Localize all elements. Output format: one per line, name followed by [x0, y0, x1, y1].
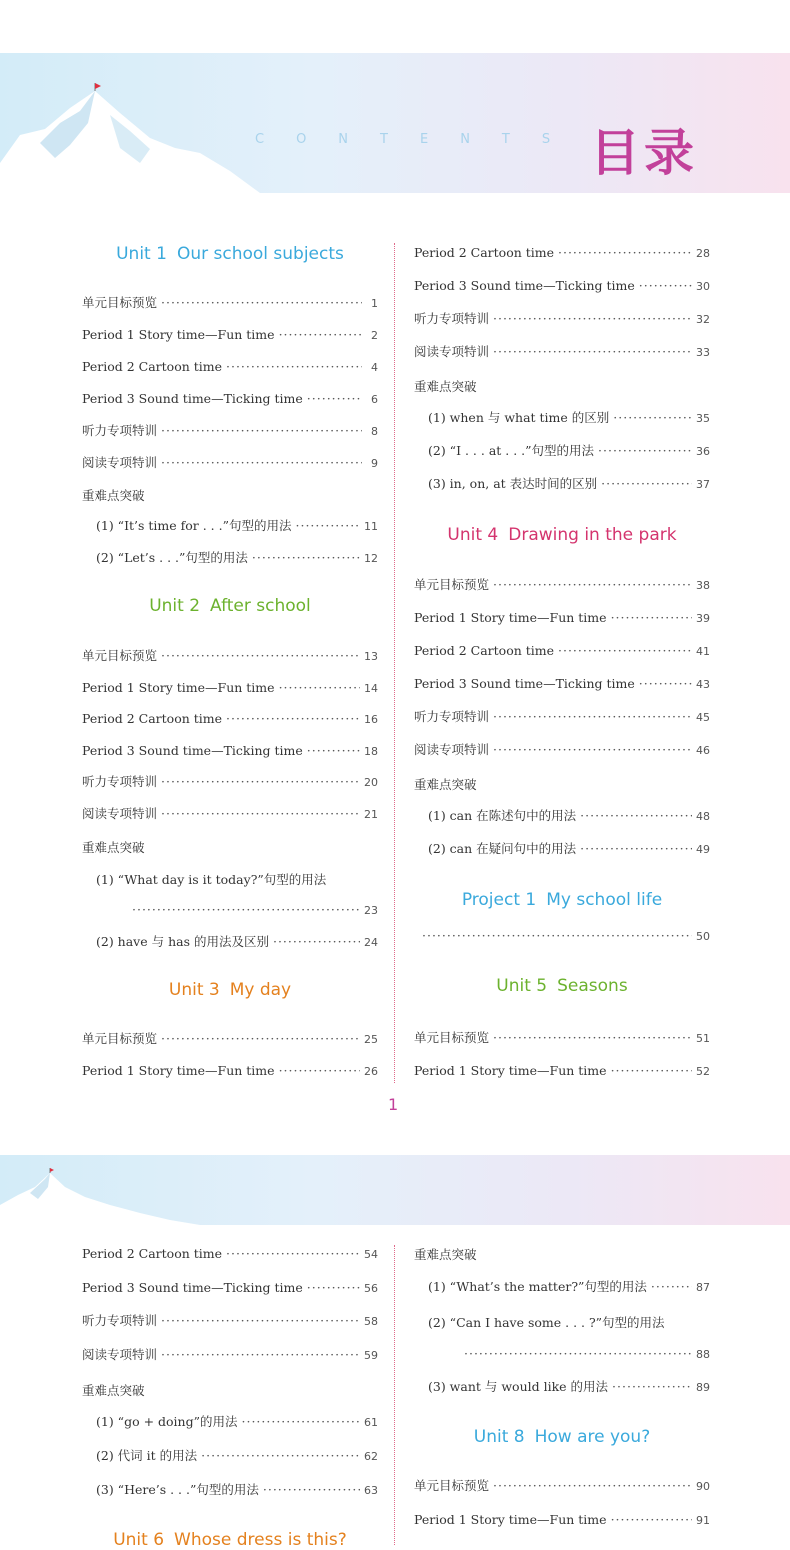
toc-entry[interactable]	[428, 476, 710, 493]
entry-title: 听力专项特训	[82, 774, 158, 789]
page-number: 39	[696, 612, 710, 625]
toc-entry[interactable]	[414, 245, 710, 262]
flag-icon	[50, 1168, 54, 1172]
page-number: 49	[696, 843, 710, 856]
page-number: 52	[696, 1065, 710, 1078]
unit-label: Unit 2	[149, 596, 201, 616]
toc-entry[interactable]	[82, 680, 378, 697]
page-number: 63	[364, 1484, 378, 1497]
toc-entry[interactable]	[460, 1346, 710, 1363]
entry-title: (3) in, on, at 表达时间的区别	[428, 476, 598, 491]
toc-entry[interactable]	[414, 1063, 710, 1080]
toc-entry[interactable]	[428, 1279, 710, 1296]
page-number: 14	[364, 681, 378, 695]
unit-label: Project 1	[461, 890, 537, 910]
header-banner-2	[0, 1155, 790, 1225]
page-number: 9	[371, 457, 378, 470]
toc-entry[interactable]	[96, 1414, 378, 1431]
entry-title: (1) “It’s time for . . .”句型的用法	[96, 518, 292, 533]
toc-entry[interactable]	[82, 455, 378, 472]
unit-heading	[414, 525, 710, 545]
unit-heading	[82, 1530, 378, 1550]
toc-entry[interactable]	[414, 676, 710, 693]
unit-name: Seasons	[557, 976, 628, 996]
section-label: 重难点突破	[82, 840, 145, 855]
section-label: 重难点突破	[82, 488, 145, 503]
page-number: 87	[696, 1281, 710, 1294]
entry-title: Period 1 Story time—Fun time	[82, 679, 275, 695]
toc-entry[interactable]	[82, 806, 378, 823]
entry-title: (2) have 与 has 的用法及区别	[96, 934, 269, 949]
toc-entry[interactable]	[428, 841, 710, 858]
leader-dots	[464, 1346, 692, 1362]
section-label: 重难点突破	[82, 1383, 145, 1398]
page-number: 51	[696, 1032, 710, 1045]
page-number: 41	[696, 645, 710, 658]
entry-title: Period 2 Cartoon time	[82, 711, 223, 726]
unit-name: Our school subjects	[176, 244, 344, 264]
toc-entry[interactable]	[414, 742, 710, 759]
toc-entry[interactable]	[414, 643, 710, 660]
leader-dots	[611, 1063, 692, 1079]
leader-dots	[611, 1512, 692, 1528]
entry-title: 单元目标预览	[414, 1478, 490, 1493]
page-number: 16	[364, 713, 378, 726]
page-number: 25	[364, 1033, 378, 1046]
leader-dots	[161, 806, 360, 822]
toc-entry-title[interactable]: (1) “What day is it today?”句型的用法	[96, 872, 327, 887]
toc-entry[interactable]	[414, 709, 710, 726]
toc-entry[interactable]	[82, 774, 378, 791]
toc-entry[interactable]	[82, 423, 378, 440]
entry-title: Period 2 Cartoon time	[82, 359, 223, 374]
page-number: 36	[696, 445, 710, 458]
section-label: 重难点突破	[414, 777, 477, 792]
toc-entry[interactable]	[96, 934, 378, 951]
entry-title: 听力专项特训	[414, 311, 490, 326]
leader-dots	[493, 742, 692, 758]
page-number: 43	[696, 678, 710, 691]
page-number: 32	[696, 313, 710, 326]
toc-entry[interactable]	[428, 410, 710, 427]
entry-title: 单元目标预览	[414, 577, 490, 592]
toc-entry[interactable]	[128, 902, 378, 919]
page-number: 11	[364, 520, 378, 533]
leader-dots	[558, 245, 692, 261]
toc-entry[interactable]	[428, 443, 710, 460]
entry-title: 单元目标预览	[414, 1030, 490, 1045]
leader-dots	[493, 344, 692, 360]
page-number: 23	[364, 904, 378, 917]
page-number: 33	[696, 346, 710, 359]
leader-dots	[252, 550, 360, 566]
leader-dots	[161, 648, 360, 664]
toc-entry[interactable]	[96, 550, 378, 567]
entry-title: 阅读专项特训	[82, 805, 158, 821]
leader-dots	[580, 841, 692, 857]
leader-dots	[226, 711, 360, 727]
toc-entry[interactable]	[82, 391, 378, 408]
leader-dots	[132, 902, 360, 918]
contents-word: CONTENTS	[255, 132, 583, 147]
entry-title: Period 3 Sound time—Ticking time	[414, 278, 635, 293]
toc-entry[interactable]	[414, 1512, 710, 1529]
page-number: 26	[364, 1065, 378, 1078]
toc-entry[interactable]	[82, 1347, 378, 1364]
flag-icon	[95, 83, 101, 89]
entry-title: (3) want 与 would like 的用法	[428, 1379, 609, 1394]
leader-dots	[201, 1448, 360, 1464]
leader-dots	[611, 610, 692, 626]
leader-dots	[493, 709, 692, 725]
entry-title: (1) can 在陈述句中的用法	[428, 808, 577, 823]
toc-entry[interactable]	[418, 928, 710, 945]
page-number: 88	[696, 1348, 710, 1361]
entry-title: 阅读专项特训	[414, 742, 490, 757]
page-number-footer: 1	[388, 1095, 399, 1114]
unit-name: After school	[210, 596, 311, 616]
header-banner	[0, 53, 790, 193]
page-number: 6	[371, 393, 378, 406]
unit-heading	[82, 244, 378, 264]
entry-title: 单元目标预览	[82, 1031, 158, 1046]
page-number: 58	[364, 1315, 378, 1328]
toc-entry[interactable]	[82, 743, 378, 760]
entry-title: 听力专项特训	[82, 423, 158, 438]
page-number: 1	[371, 297, 378, 310]
entry-title: 单元目标预览	[82, 295, 158, 310]
leader-dots	[296, 518, 361, 534]
entry-title: (1) “What’s the matter?”句型的用法	[428, 1279, 647, 1294]
entry-title: Period 1 Story time—Fun time	[414, 1512, 607, 1527]
entry-title: 阅读专项特训	[414, 344, 490, 359]
mountain-illustration	[0, 53, 260, 193]
entry-title: Period 1 Story time—Fun time	[82, 327, 275, 342]
entry-title: 阅读专项特训	[82, 1346, 158, 1362]
unit-label: Unit 4	[447, 525, 499, 545]
leader-dots	[613, 410, 692, 426]
page-number: 59	[364, 1348, 378, 1362]
leader-dots	[161, 774, 360, 790]
section-label: 重难点突破	[414, 1247, 477, 1262]
page-number: 89	[696, 1381, 710, 1394]
toc-entry[interactable]	[414, 577, 710, 594]
unit-name: My school life	[546, 890, 663, 910]
leader-dots	[161, 455, 362, 471]
leader-dots	[307, 743, 360, 759]
entry-title: 听力专项特训	[82, 1313, 158, 1328]
leader-dots	[273, 934, 360, 950]
page-number: 46	[696, 744, 710, 757]
unit-heading	[82, 980, 378, 1000]
entry-title: Period 1 Story time—Fun time	[414, 610, 607, 625]
entry-title: 阅读专项特训	[82, 455, 158, 470]
entry-title: 单元目标预览	[82, 648, 158, 663]
leader-dots	[161, 1347, 360, 1363]
page-number: 4	[371, 361, 378, 374]
toc-entry-title[interactable]: (2) “Can I have some . . . ?”句型的用法	[428, 1315, 665, 1330]
toc-entry[interactable]	[414, 278, 710, 295]
leader-dots	[307, 1280, 360, 1296]
toc-entry[interactable]	[414, 1030, 710, 1047]
leader-dots	[161, 295, 362, 311]
leader-dots	[493, 577, 692, 593]
unit-heading	[414, 976, 710, 996]
leader-dots	[161, 423, 362, 439]
leader-dots	[493, 1478, 692, 1494]
mountain-illustration	[0, 1155, 200, 1225]
leader-dots	[263, 1482, 360, 1498]
page-number: 62	[364, 1450, 378, 1463]
toc-entry[interactable]	[428, 1379, 710, 1396]
page-number: 45	[696, 711, 710, 724]
entry-title: Period 3 Sound time—Ticking time	[82, 1279, 303, 1295]
leader-dots	[612, 1379, 692, 1395]
leader-dots	[226, 1246, 360, 1262]
toc-entry[interactable]	[414, 311, 710, 328]
entry-title: Period 2 Cartoon time	[414, 643, 555, 658]
toc-entry[interactable]	[414, 610, 710, 627]
page-number: 21	[364, 807, 378, 821]
page-number: 12	[364, 552, 378, 565]
toc-entry[interactable]	[96, 1482, 378, 1499]
unit-label: Unit 8	[473, 1427, 525, 1447]
page-number: 20	[364, 776, 378, 789]
leader-dots	[558, 643, 692, 659]
toc-entry[interactable]	[96, 1448, 378, 1465]
unit-name: My day	[229, 980, 292, 1000]
leader-dots	[639, 676, 692, 692]
unit-label: Unit 6	[113, 1530, 165, 1550]
entry-title: Period 3 Sound time—Ticking time	[82, 742, 303, 758]
page-number: 28	[696, 247, 710, 260]
page-number: 90	[696, 1480, 710, 1493]
leader-dots	[279, 1063, 360, 1079]
toc-entry[interactable]	[82, 648, 378, 665]
leader-dots	[226, 359, 362, 375]
leader-dots	[598, 443, 692, 459]
entry-title: (2) “I . . . at . . .”句型的用法	[428, 443, 595, 458]
column-divider	[394, 243, 395, 1083]
entry-title: Period 3 Sound time—Ticking time	[82, 391, 303, 406]
entry-title: Period 1 Story time—Fun time	[414, 1063, 607, 1078]
unit-label: Unit 5	[496, 976, 548, 996]
unit-heading	[414, 1427, 710, 1447]
entry-title: Period 2 Cartoon time	[82, 1246, 223, 1261]
toc-entry[interactable]	[96, 518, 378, 535]
toc-entry[interactable]	[82, 1246, 378, 1263]
leader-dots	[307, 391, 362, 407]
leader-dots	[651, 1279, 692, 1295]
leader-dots	[161, 1031, 360, 1047]
unit-heading	[414, 890, 710, 910]
leader-dots	[279, 680, 360, 696]
page-number: 2	[371, 329, 378, 342]
toc-entry[interactable]	[82, 295, 378, 312]
toc-entry[interactable]	[82, 1063, 378, 1080]
page-number: 61	[364, 1416, 378, 1429]
page-number: 18	[364, 744, 378, 758]
leader-dots	[493, 1030, 692, 1046]
page-title: 目录	[590, 124, 698, 182]
unit-heading	[82, 596, 378, 616]
entry-title: 听力专项特训	[414, 709, 490, 724]
entry-title: (3) “Here’s . . .”句型的用法	[96, 1482, 259, 1497]
leader-dots	[601, 476, 692, 492]
entry-title: (1) when 与 what time 的区别	[428, 410, 610, 425]
entry-title: (1) “go + doing”的用法	[96, 1414, 238, 1429]
entry-title: (2) “Let’s . . .”句型的用法	[96, 550, 248, 565]
entry-title: Period 3 Sound time—Ticking time	[414, 676, 635, 691]
entry-title: Period 1 Story time—Fun time	[82, 1063, 275, 1078]
toc-entry[interactable]	[82, 1280, 378, 1297]
entry-title: (2) can 在疑问句中的用法	[428, 841, 577, 856]
unit-name: Drawing in the park	[508, 525, 677, 545]
page-number: 38	[696, 579, 710, 592]
entry-title: (2) 代词 it 的用法	[96, 1448, 198, 1463]
page-number: 56	[364, 1281, 378, 1295]
leader-dots	[161, 1313, 360, 1329]
toc-entry[interactable]	[414, 344, 710, 361]
leader-dots	[242, 1414, 361, 1430]
page-number: 30	[696, 280, 710, 293]
page-number: 48	[696, 810, 710, 823]
leader-dots	[422, 928, 692, 944]
toc-entry[interactable]	[82, 711, 378, 728]
entry-title: Period 2 Cartoon time	[414, 245, 555, 260]
unit-name: How are you?	[534, 1427, 651, 1447]
toc-entry[interactable]	[82, 1313, 378, 1330]
page-number: 13	[364, 650, 378, 663]
leader-dots	[493, 311, 692, 327]
toc-entry[interactable]	[82, 359, 378, 376]
page-number: 50	[696, 930, 710, 943]
unit-label: Unit 3	[168, 980, 220, 1000]
page-number: 37	[696, 478, 710, 491]
toc-entry[interactable]	[428, 808, 710, 825]
toc-entry[interactable]	[82, 327, 378, 344]
column-divider	[394, 1245, 395, 1545]
page-number: 54	[364, 1248, 378, 1261]
toc-entry[interactable]	[82, 1031, 378, 1048]
page-number: 8	[371, 425, 378, 438]
unit-label: Unit 1	[116, 244, 167, 264]
page-number: 24	[364, 936, 378, 949]
leader-dots	[580, 808, 692, 824]
page-number: 35	[696, 412, 710, 425]
toc-entry[interactable]	[414, 1478, 710, 1495]
unit-name: Whose dress is this?	[174, 1530, 347, 1550]
section-label: 重难点突破	[414, 379, 477, 394]
leader-dots	[279, 327, 362, 343]
leader-dots	[639, 278, 692, 294]
page-number: 91	[696, 1514, 710, 1527]
